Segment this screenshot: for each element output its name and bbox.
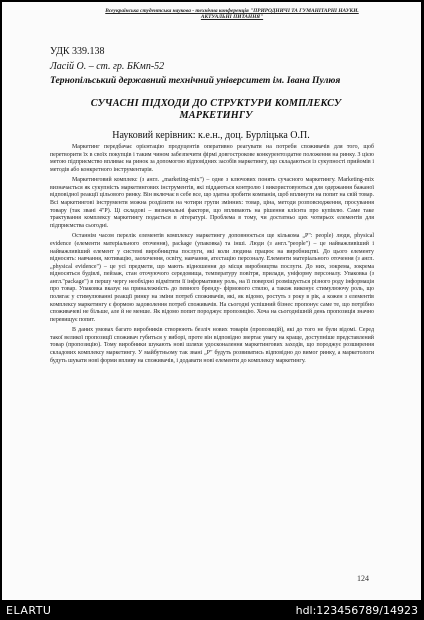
scientific-advisor: Науковий керівник: к.е.н., доц. Бурліцька О.П.: [112, 130, 310, 141]
repository-label: ELARTU: [6, 604, 52, 617]
conference-header-line1: Всеукраїнська студентська наукова - технічна конференція "ПРИРОДНИЧІ ТА ГУМАНІТАРНІ НАУКИ.: [105, 8, 359, 14]
paper-body: [50, 144, 374, 365]
handle-identifier: hdl:123456789/14923: [295, 604, 418, 617]
author-line: Ласій О. – ст. гр. БКмп-52: [50, 61, 165, 72]
page-number: 124: [357, 574, 369, 583]
document-page: [2, 2, 421, 600]
udk-code: УДК 339.138: [50, 46, 105, 57]
paper-title: [66, 98, 366, 122]
body-paragraph: В даних умовах багато виробників створюють безліч нових товарів (пропозицій), які до того не були відомі. Серед такої великої пропозиції споживач губиться у виборі, проте він відповідно звертає увагу на краще, доступніше представлений товар (пропозицію). Тому виробники шукають нові шляхи удосконалення маркетингових заходів, що породжує розширення складових комплексу маркетингу. У майбутньому так звані „P" будуть розвиватись відповідно до вимог ринку, а маркетологи будуть шукати нові форми впливу на споживачів, і додавати нові елементи до комплексу маркетингу.: [50, 327, 374, 364]
university-line: Тернопільський державний технічний університет ім. Івана Пулюя: [50, 75, 341, 86]
body-paragraph: Маркетинговий комплекс (з англ. „marketing-mix") – одне з ключових понять сучасного маркетингу. Marketing-mix визначається як сукупність маркетингових інструментів, які піддаються контролю і використовуються для одержання бажаної відповідної реакції цільового ринку. Він включає в себе все, що здатна зробити компанія, щоб вплинути на попит на свій товар. Всі маркетингові інструменти можна розділити на чотири групи змінних: товар, ціна, методи розповсюдження, просування товару (так звані 4"P). Ці складові – визначальні фактори, що впливають на рішення клієнта про купівлю. Саме таке трактування комплексу маркетингу подається в літературі. Проблема в тому, чи достатньо цих чотирьох елементів для підприємства сьогодні.: [50, 177, 374, 229]
body-paragraph: Останнім часом перелік елементів комплексу маркетингу доповнюється ще кількома „P": people) люди, physical evidence (елементи матеріального оточення), package (упаковка) та інші. Люди (з англ."people") – це найважливіший і найважливіший елемент у системі виробництва послуги, які коли людина працює на виробництві. До цього елементу відносять: навчання, мотивацію, заохочення, освіту, навчання, атестацію персоналу. Елементи матеріального оточення (з англ. „physical evidence") – це усі предмети, що мають відношення до місця виробництва послуги. До них, зокрема, зокрема відносяться будівлі, пейзаж, стан оточуючого середовища, температуру повітря, прилади, уніформу персоналу. Упаковка (з англ."package") в першу чергу необхідно відмітити її інформативну роль, на її поверхні розміщується різного роду інформація про товар. Упаковка вказує на приналежність до певного бренду- фірмового стилю, а також виконує стимулюючу роль, що полягає у стимулюванні реакції ринку на зміни потреб споживачів, які, як відомо, ростуть з року в рік, а кожен з елементів комплексу маркетингу є формою задоволення потреб споживачів. На сьогодні успішний бізнес пропонує саме те, що потрібно споживачеві не більше, але й не менше. Як відомо попит породжує пропозицію. Хоча на сьогоднішній день пропозиція значно перевищує попит.: [50, 233, 374, 323]
paper-title-line2: МАРКЕТИНГУ: [179, 110, 253, 121]
conference-header-line2: АКТУАЛЬНІ ПИТАННЯ": [200, 14, 264, 21]
body-paragraph: Маркетинг передбачає орієнтацію продуцентів оперативно реагувати на потреби споживачів для того, щоб перетворити їх в своїх покупців і таким чином забезпечити фірмі довгострокове конкурентоздатне положення на ринку. З цією метою підприємство впливає на ринок за допомогою відповідних засобів маркетингу, що складаються із сукупності прийомів і методів або конкретного інструментарія.: [50, 144, 374, 173]
paper-title-line1: СУЧАСНІ ПІДХОДИ ДО СТРУКТУРИ КОМПЛЕКСУ: [90, 98, 342, 109]
conference-header: [62, 8, 402, 20]
